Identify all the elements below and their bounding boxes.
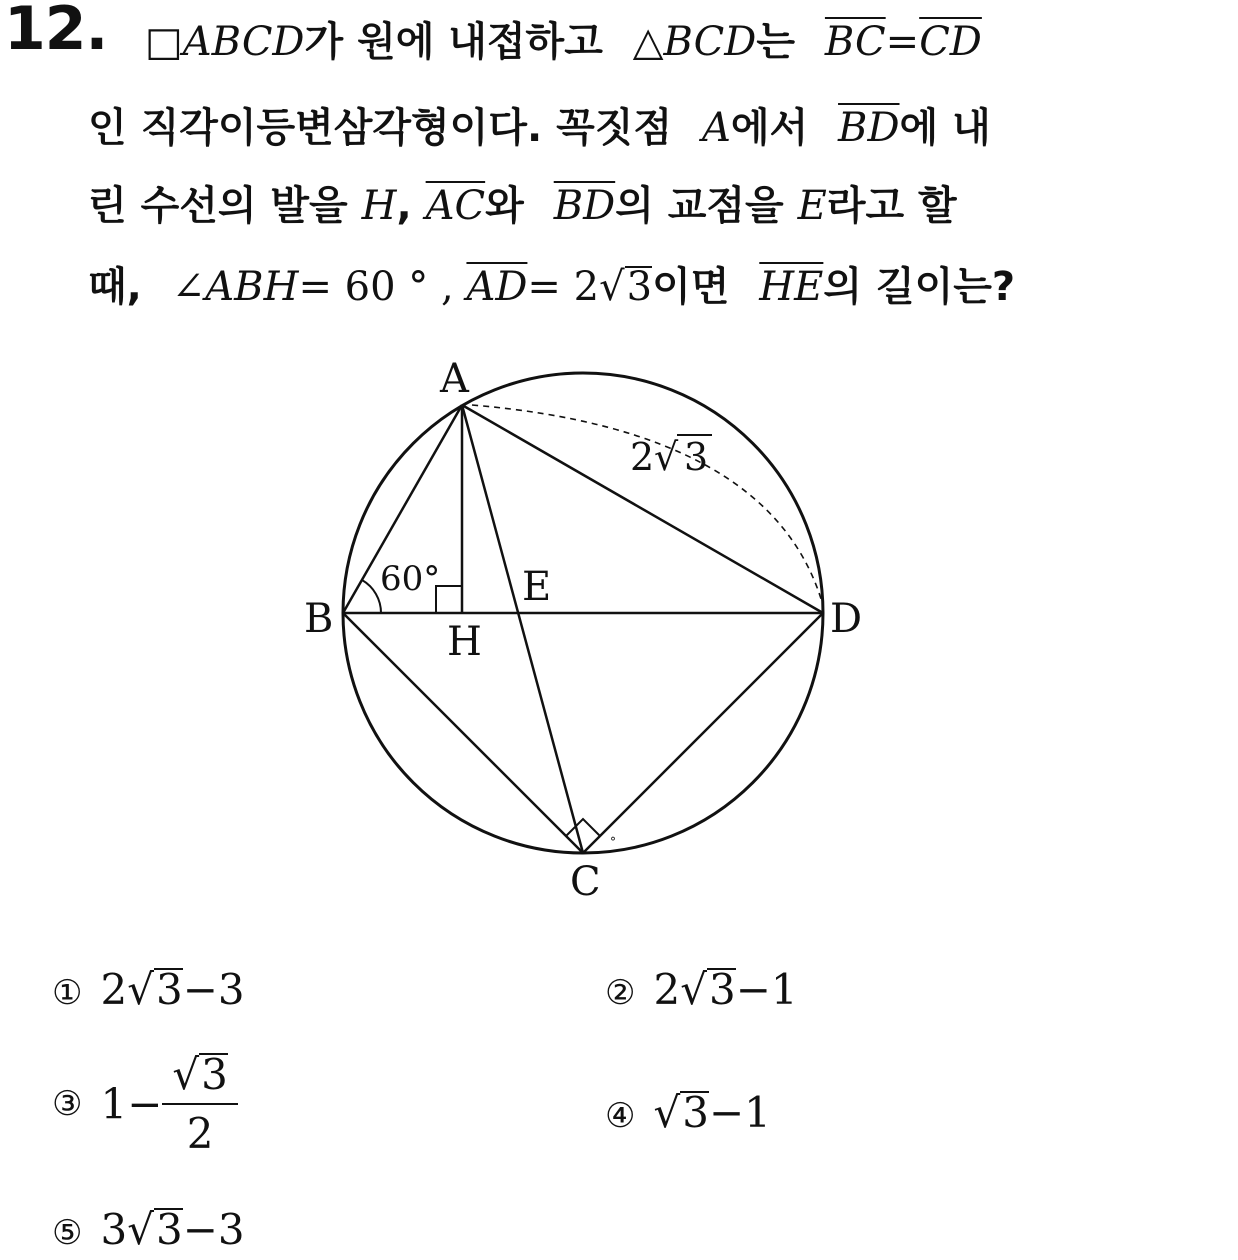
label-d: D xyxy=(830,596,863,642)
choice-number: ⑤ xyxy=(52,1213,83,1253)
label-c: C xyxy=(570,859,601,905)
angle-abh: ABH xyxy=(205,264,299,310)
angle-value: = 60 ° , xyxy=(298,264,467,310)
tick-mark: ° xyxy=(610,835,616,849)
label-h: H xyxy=(447,619,482,665)
segment-he: $\overline{HE}$ xyxy=(759,264,824,310)
choice-number: ④ xyxy=(605,1096,636,1136)
question-number: 12. xyxy=(4,0,108,64)
label-ad-coef: 2 xyxy=(630,435,655,479)
text: 의 교점을 xyxy=(615,183,798,229)
sqrt-symbol: √ xyxy=(127,1205,154,1254)
right-angle-mark-c xyxy=(566,819,600,836)
text: 는 xyxy=(756,19,809,65)
segment-ad: $\overline{AD}$ xyxy=(466,264,528,310)
triangle-symbol: △ xyxy=(632,19,664,65)
square-symbol: □ xyxy=(145,19,183,65)
comma: , xyxy=(396,183,426,229)
angle-arc-b xyxy=(362,580,381,613)
point-h: H xyxy=(361,183,397,229)
sqrt-symbol: √ xyxy=(680,965,707,1014)
text: 의 길이는? xyxy=(823,264,1016,310)
segment-cd-line xyxy=(583,613,823,853)
quad-abcd: ABCD xyxy=(182,19,305,65)
segment-bd: $\overline{BD}$ xyxy=(838,105,900,151)
choice-1[interactable]: ① 2√3−3 xyxy=(52,965,245,1014)
choice-number: ② xyxy=(605,973,636,1013)
label-angle-60: 60° xyxy=(380,559,441,599)
sqrt-symbol: √ xyxy=(599,264,625,310)
angle-symbol: ∠ xyxy=(171,264,206,310)
choice-number: ① xyxy=(52,973,83,1013)
vertex-a: A xyxy=(701,105,731,151)
label-a: A xyxy=(440,356,469,402)
text: 라고 할 xyxy=(826,183,957,229)
segment-bc: $\overline{BC}$ xyxy=(824,19,886,65)
equals: = xyxy=(885,19,920,65)
text: 에서 xyxy=(730,105,823,151)
ad-value: = 2 xyxy=(527,264,600,310)
choice-2[interactable]: ② 2√3−1 xyxy=(605,965,798,1014)
text: 가 원에 내접하고 xyxy=(304,19,617,65)
segment-ac: $\overline{AC}$ xyxy=(425,183,486,229)
point-e: E xyxy=(797,183,827,229)
text: 이면 xyxy=(652,264,744,310)
label-ad-root: 3 xyxy=(684,435,709,479)
segment-cd: $\overline{CD}$ xyxy=(919,19,982,65)
segment-bd: $\overline{BD}$ xyxy=(553,183,616,229)
text: 와 xyxy=(485,183,538,229)
sqrt-symbol: √ xyxy=(653,1088,681,1137)
choice-3[interactable]: ③ 1− $\frac{√3}{2}$ xyxy=(52,1050,238,1158)
choice-4[interactable]: ④ √3−1 xyxy=(605,1088,771,1137)
sqrt-radicand: 3 xyxy=(626,264,653,310)
choice-number: ③ xyxy=(52,1084,83,1124)
text: 인 직각이등변삼각형이다. 꼭짓점 xyxy=(88,105,686,151)
triangle-bcd: BCD xyxy=(663,19,757,65)
label-e: E xyxy=(522,564,552,610)
choice-5[interactable]: ⑤ 3√3−3 xyxy=(52,1205,245,1254)
label-b: B xyxy=(304,596,334,642)
fraction: $\frac{√3}{2}$ xyxy=(162,1050,238,1158)
text: 때, xyxy=(88,264,156,310)
sqrt-symbol: √ xyxy=(127,965,154,1014)
text: 에 내 xyxy=(899,105,991,151)
sqrt-symbol: √ xyxy=(172,1050,200,1099)
label-ad-sqrt: √ xyxy=(654,435,679,479)
text: 린 수선의 발을 xyxy=(88,183,362,229)
